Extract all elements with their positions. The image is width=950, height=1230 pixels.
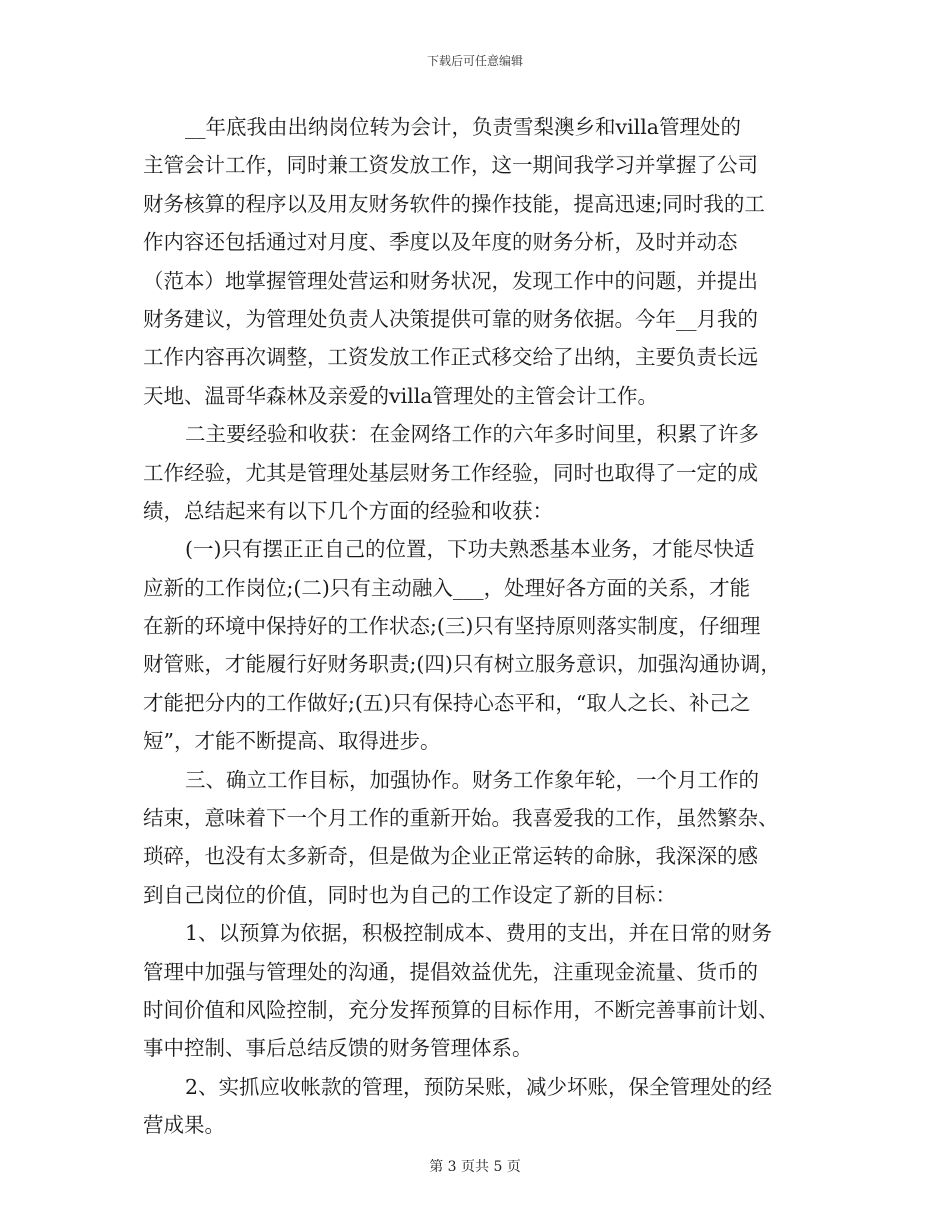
text-line: 作内容还包括通过对月度、季度以及年度的财务分析，及时并动态: [143, 230, 738, 255]
text-line: 短”，才能不断提高、取得进步。: [143, 729, 441, 754]
page-footer: 第 3 页共 5 页: [429, 1159, 521, 1175]
text-line: 才能把分内的工作做好;(五)只有保持心态平和，“取人之长、补己之: [143, 690, 751, 715]
text-line: 财务核算的程序以及用友财务软件的操作技能，提高迅速;同时我的工: [143, 191, 765, 216]
text-line: 事中控制、事后总结反馈的财务管理体系。: [143, 1036, 533, 1061]
text-line: （范本）地掌握管理处营运和财务状况，发现工作中的问题，并提出: [143, 268, 758, 293]
text-line: (一)只有摆正正自己的位置，下功夫熟悉基本业务，才能尽快适: [185, 537, 755, 562]
text-line: 财务建议，为管理处负责人决策提供可靠的财务依据。今年__月我的: [143, 306, 758, 331]
text-line: 工作内容再次调整，工资发放工作正式移交给了出纳，主要负责长远: [143, 345, 758, 370]
text-line: 管理中加强与管理处的沟通，提倡效益优先，注重现金流量、货币的: [143, 959, 758, 984]
text-line: __年底我由出纳岗位转为会计，负责雪梨澳乡和villa管理处的: [185, 115, 741, 139]
document-body: [143, 108, 813, 1145]
text-line: 琐碎，也没有太多新奇，但是做为企业正常运转的命脉，我深深的感: [143, 844, 758, 869]
text-line: 营成果。: [143, 1113, 225, 1138]
text-line: 绩，总结起来有以下几个方面的经验和收获：: [143, 498, 553, 523]
text-line: 天地、温哥华森林及亲爱的villa管理处的主管会计工作。: [143, 383, 658, 408]
text-line: 2、实抓应收帐款的管理，预防呆账，减少坏账，保全管理处的经: [185, 1074, 773, 1099]
text-line: 三、确立工作目标，加强协作。财务工作象年轮，一个月工作的: [185, 767, 759, 792]
text-line: 工作经验，尤其是管理处基层财务工作经验，同时也取得了一定的成: [143, 460, 758, 485]
text-line: 财管账，才能履行好财务职责;(四)只有树立服务意识，加强沟通协调，: [143, 652, 781, 677]
text-line: 应新的工作岗位;(二)只有主动融入___，处理好各方面的关系，才能: [143, 575, 751, 600]
text-line: 1、以预算为依据，积极控制成本、费用的支出，并在日常的财务: [185, 921, 773, 946]
text-line: 主管会计工作，同时兼工资发放工作，这一期间我学习并掌握了公司: [143, 153, 758, 178]
text-line: 到自己岗位的价值，同时也为自己的工作设定了新的目标：: [143, 882, 676, 907]
text-line: 结束，意味着下一个月工作的重新开始。我喜爱我的工作，虽然繁杂、: [143, 806, 779, 831]
text-line: 二主要经验和收获：在金网络工作的六年多时间里，积累了许多: [185, 422, 759, 447]
text-line: 时间价值和风险控制，充分发挥预算的目标作用，不断完善事前计划、: [143, 997, 779, 1022]
text-line: 在新的环境中保持好的工作状态;(三)只有坚持原则落实制度，仔细理: [143, 614, 761, 639]
page-header: 下载后可任意编辑: [426, 54, 523, 68]
